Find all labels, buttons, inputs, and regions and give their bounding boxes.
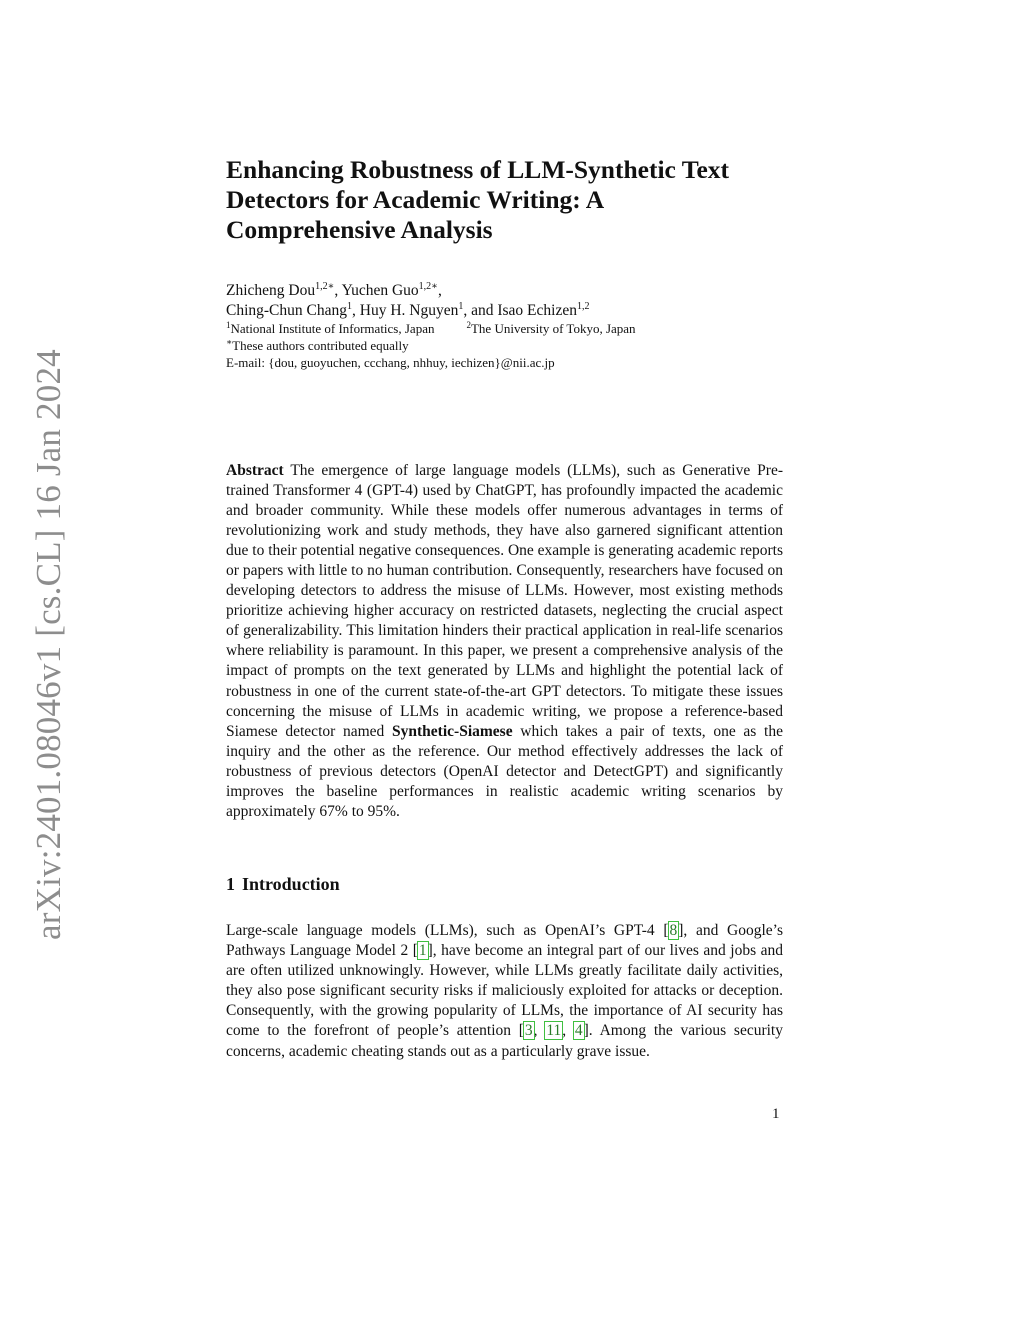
- author-name: Yuchen Guo: [341, 282, 419, 299]
- title-line: Detectors for Academic Writing: A: [226, 185, 605, 214]
- abstract-text-part-1: The emergence of large language models (LLMs), such as Generative Pre-trained Transformer 4 (GPT-4) used by ChatGPT, has profoundly impacted the academic and broader community. While these models offer numerous advantages in terms of revolutionizing work and study methods, they have also garnered significant attention due to their potential negative consequences. One example is generating academic reports or papers with little to no human contribution. Consequently, researchers have focused on developing detectors to address the misuse of LLMs. However, most existing methods prioritize achieving higher accuracy on restricted datasets, neglecting the crucial aspect of generalizability. This limitation hinders their practical application in real-life scenarios where reliability is paramount. In this paper, we present a comprehensive analysis of the impact of prompts on the text generated by LLMs and highlight the potential lack of robustness in one of the current state-of-the-art GPT detectors. To mitigate these issues concerning the misuse of LLMs in academic writing, we propose a reference-based Siamese detector named: [226, 462, 783, 740]
- intro-text: ]. Among the various security concerns, academic cheating stands out as a particularly grave issue.: [226, 1022, 783, 1060]
- author-affiliation-mark: 1,2∗: [418, 281, 438, 292]
- citation-link-11[interactable]: 11: [546, 1022, 562, 1040]
- abstract-paragraph: [226, 461, 783, 822]
- section-number: 1: [226, 874, 235, 894]
- author-name: Ching-Chun Chang: [226, 302, 347, 319]
- author-line-2: [226, 301, 786, 321]
- section-heading-introduction: [226, 873, 340, 895]
- citation-link-4[interactable]: 4: [574, 1022, 583, 1040]
- section-title: Introduction: [242, 874, 340, 894]
- citation-link-8[interactable]: 8: [669, 922, 678, 939]
- author-line-1: [226, 281, 786, 301]
- affiliation-mark: 2: [466, 320, 471, 330]
- author-list: [226, 281, 786, 321]
- title-line: Enhancing Robustness of LLM-Synthetic Text: [226, 155, 730, 184]
- citation-separator: ,: [533, 1022, 546, 1040]
- affiliation-2: The University of Tokyo, Japan: [470, 321, 636, 336]
- author-affiliation-mark: 1: [458, 301, 464, 312]
- affiliations-row: [226, 320, 786, 337]
- citation-link-1[interactable]: 1: [418, 942, 427, 960]
- citation-separator: ,: [562, 1022, 574, 1040]
- affiliation-mark: 1: [226, 320, 231, 330]
- citation-link-3[interactable]: 3: [524, 1022, 533, 1040]
- abstract-label: Abstract: [226, 462, 284, 479]
- note-text: These authors contributed equally: [232, 338, 409, 353]
- affiliations-block: [226, 320, 786, 371]
- author-name: Huy H. Nguyen: [359, 302, 459, 319]
- author-separator: ,: [334, 282, 342, 299]
- abstract-text-part-2: which takes a pair of texts, one as the inquiry and the other as the reference. Our method effectively addresses the lack of robustness of previous detectors (OpenAI detector and DetectGPT) and significantly improves the baseline performances in realistic academic writing scenarios by approximately 67% to 95%.: [226, 722, 783, 820]
- model-name: Synthetic-Siamese: [392, 722, 513, 740]
- arxiv-identifier-text: arXiv:2401.08046v1 [cs.CL] 16 Jan 2024: [29, 349, 68, 940]
- author-name: Isao Echizen: [497, 302, 577, 319]
- author-affiliation-mark: 1,2∗: [315, 281, 335, 292]
- contact-email: E-mail: {dou, guoyuchen, ccchang, nhhuy, iechizen}@nii.ac.jp: [226, 355, 555, 370]
- paper-title: [226, 155, 786, 245]
- author-separator: ,: [437, 282, 442, 299]
- note-mark: ∗: [226, 337, 233, 347]
- author-separator: , and: [463, 302, 498, 319]
- page-number: 1: [772, 1106, 780, 1122]
- intro-text: ], and Google’s Pathways Language Model 2 [: [226, 922, 783, 960]
- intro-text: Large-scale language models (LLMs), such as OpenAI’s GPT-4 [: [226, 922, 669, 939]
- intro-text: ], have become an integral part of our lives and jobs and are often utilized unknowingly. However, while LLMs greatly facilitate daily activities, they also pose significant security risks if maliciously exploited for attacks or deception. Consequently, with the growing popularity of LLMs, the importance of AI security has come to the forefront of people’s attention [: [226, 942, 783, 1040]
- affiliation-1: National Institute of Informatics, Japan: [230, 321, 435, 336]
- author-name: Zhicheng Dou: [226, 282, 316, 299]
- author-affiliation-mark: 1,2: [576, 301, 590, 312]
- author-separator: ,: [352, 302, 360, 319]
- equal-contribution-note: [226, 337, 786, 354]
- affiliation-2-wrapper: [466, 321, 635, 336]
- title-line: Comprehensive Analysis: [226, 215, 493, 244]
- arxiv-identifier-stamp[interactable]: [29, 349, 69, 940]
- introduction-paragraph: [226, 921, 783, 1062]
- author-affiliation-mark: 1: [347, 301, 352, 312]
